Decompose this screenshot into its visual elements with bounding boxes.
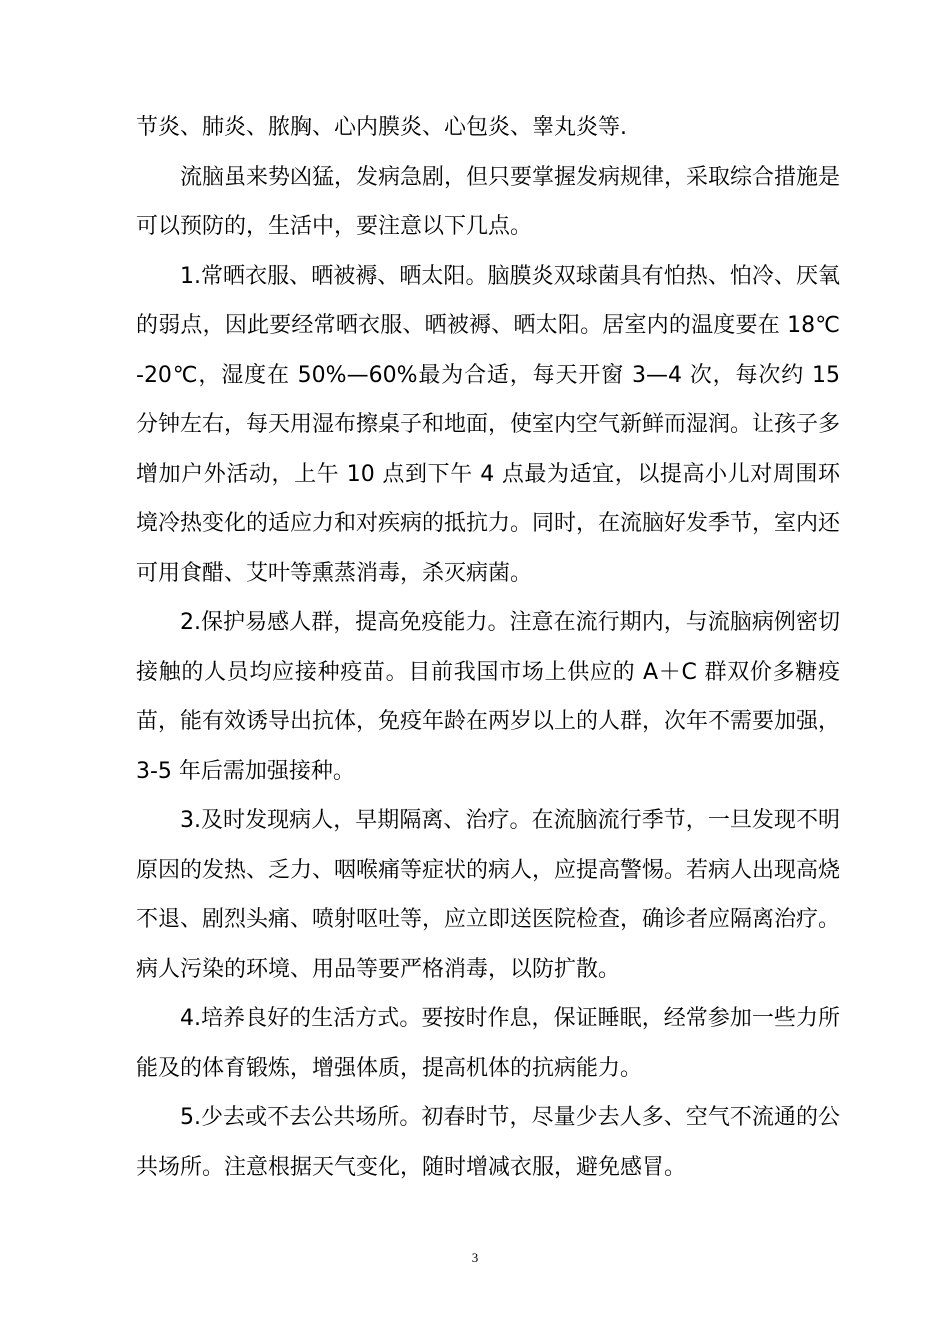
paragraph-item-1: 1.常晒衣服、晒被褥、晒太阳。脑膜炎双球菌具有怕热、怕冷、厌氧的弱点，因此要经常晒衣服、晒被褥、晒太阳。居室内的温度要在 18℃-20℃，湿度在 50%—60%最为合适，每天开窗 3—4 次，每次约 15 分钟左右，每天用湿布擦桌子和地面，使室内空气新鲜而湿润。让孩子多增加户外活动，上午 10 点到下午 4 点最为适宜，以提高小儿对周围环境冷热变化的适应力和对疾病的抵抗力。同时，在流脑好发季节，室内还可用食醋、艾叶等熏蒸消毒，杀灭病菌。 (136, 263, 841, 586)
paragraph-intro: 流脑虽来势凶猛，发病急剧，但只要掌握发病规律，采取综合措施是可以预防的，生活中，要注意以下几点。 (136, 164, 841, 239)
paragraph-item-2: 2.保护易感人群，提高免疫能力。注意在流行期内，与流脑病例密切接触的人员均应接种疫苗。目前我国市场上供应的 A＋C 群双价多糖疫苗，能有效诱导出抗体，免疫年龄在两岁以上的人群，次年不需要加强，3-5 年后需加强接种。 (136, 610, 841, 784)
paragraph-item-3: 3.及时发现病人，早期隔离、治疗。在流脑流行季节，一旦发现不明原因的发热、乏力、咽喉痛等症状的病人，应提高警惕。若病人出现高烧不退、剧烈头痛、喷射呕吐等，应立即送医院检查，确诊者应隔离治疗。病人污染的环境、用品等要严格消毒，以防扩散。 (136, 808, 841, 982)
paragraph-continuation: 节炎、肺炎、脓胸、心内膜炎、心包炎、睾丸炎等. (136, 115, 627, 140)
page-number: 3 (471, 1250, 479, 1265)
document-body (136, 103, 840, 1192)
paragraph-item-5: 5.少去或不去公共场所。初春时节，尽量少去人多、空气不流通的公共场所。注意根据天气变化，随时增减衣服，避免感冒。 (136, 1105, 840, 1180)
paragraph-item-4: 4.培养良好的生活方式。要按时作息，保证睡眠，经常参加一些力所能及的体育锻炼，增强体质，提高机体的抗病能力。 (136, 1006, 840, 1081)
